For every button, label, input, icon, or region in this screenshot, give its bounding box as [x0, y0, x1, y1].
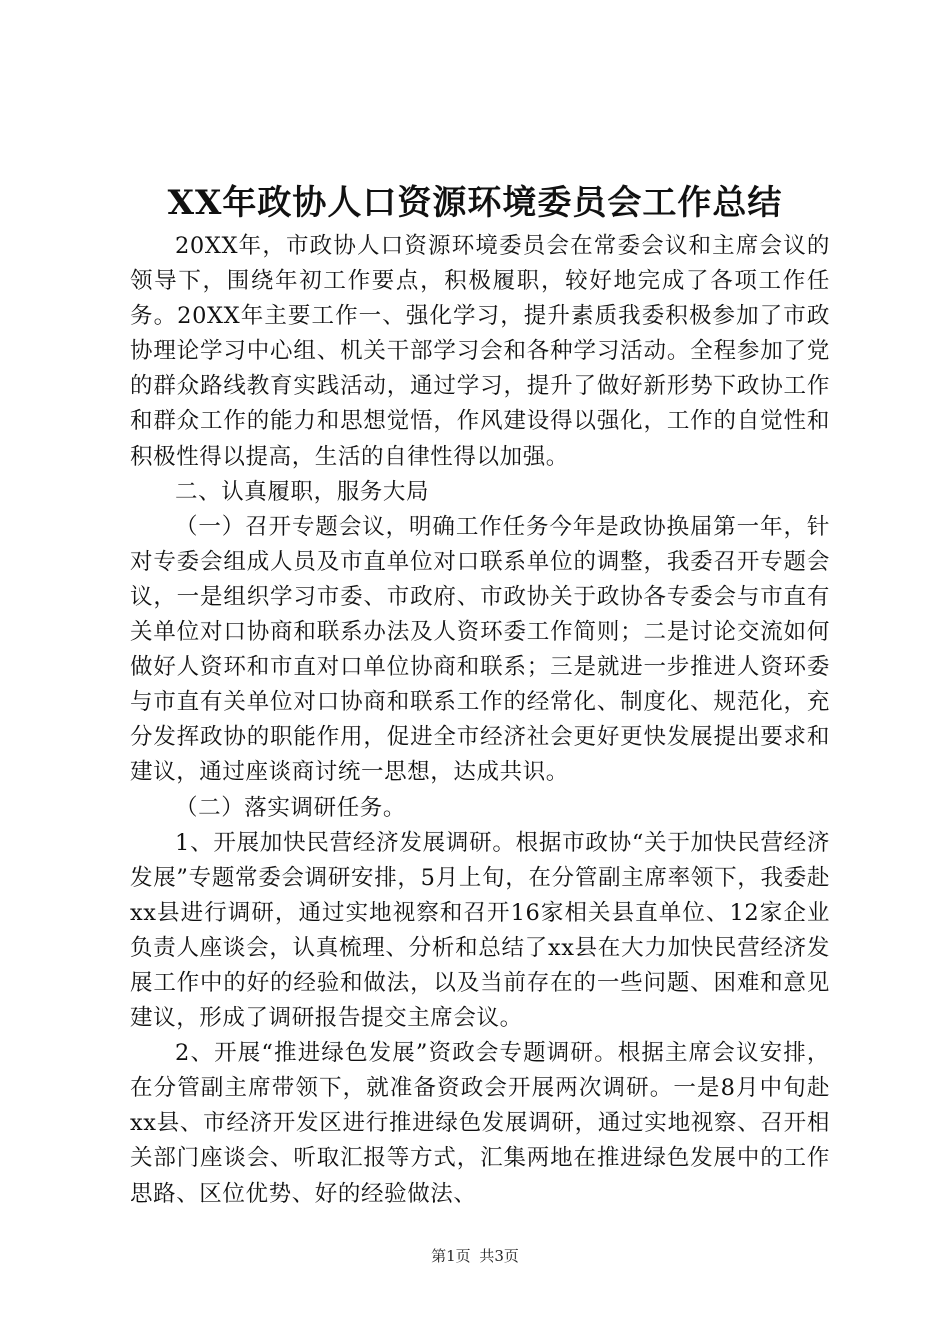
page-footer	[0, 1246, 950, 1266]
page-number: 第1页	[431, 1247, 471, 1265]
subsection-heading-research: （二）落实调研任务。	[175, 794, 407, 821]
paragraph-private-economy: 1、开展加快民营经济发展调研。根据市政协“关于加快民营经济发展”专题常委会调研安排，5月上旬，在分管副主席率领下，我委赴xx县进行调研，通过实地视察和召开16家相关县直单位、12家企业负责人座谈会，认真梳理、分析和总结了xx县在大力加快民营经济发展工作中的好的经验和做法，以及当前存在的一些问题、困难和意见建议，形成了调研报告提交主席会议。	[130, 829, 830, 1032]
page-total: 共3页	[479, 1247, 519, 1265]
paragraph-green-development: 2、开展“推进绿色发展”资政会专题调研。根据主席会议安排，在分管副主席带领下，就准备资政会开展两次调研。一是8月中旬赴xx县、市经济开发区进行推进绿色发展调研，通过实地视察、召开相关部门座谈会、听取汇报等方式，汇集两地在推进绿色发展中的工作思路、区位优势、好的经验做法、	[130, 1040, 830, 1207]
paragraph-special-meeting: （一）召开专题会议，明确工作任务今年是政协换届第一年，针对专委会组成人员及市直单位对口联系单位的调整，我委召开专题会议，一是组织学习市委、市政府、市政协关于政协各专委会与市直有关单位对口协商和联系办法及人资环委工作简则；二是讨论交流如何做好人资环和市直对口单位协商和联系；三是就进一步推进人资环委与市直有关单位对口协商和联系工作的经常化、制度化、规范化，充分发挥政协的职能作用，促进全市经济社会更好更快发展提出要求和建议，通过座谈商讨统一思想，达成共识。	[130, 513, 830, 786]
document-title: XX年政协人口资源环境委员会工作总结	[167, 183, 783, 223]
paragraph-intro: 20XX年，市政协人口资源环境委员会在常委会议和主席会议的领导下，围绕年初工作要点，积极履职，较好地完成了各项工作任务。20XX年主要工作一、强化学习，提升素质我委积极参加了市政协理论学习中心组、机关干部学习会和各种学习活动。全程参加了党的群众路线教育实践活动，通过学习，提升了做好新形势下政协工作和群众工作的能力和思想觉悟，作风建设得以强化，工作的自觉性和积极性得以提高，生活的自律性得以加强。	[130, 233, 830, 470]
section-heading-2: 二、认真履职，服务大局	[175, 478, 430, 505]
document-body	[130, 229, 830, 1212]
